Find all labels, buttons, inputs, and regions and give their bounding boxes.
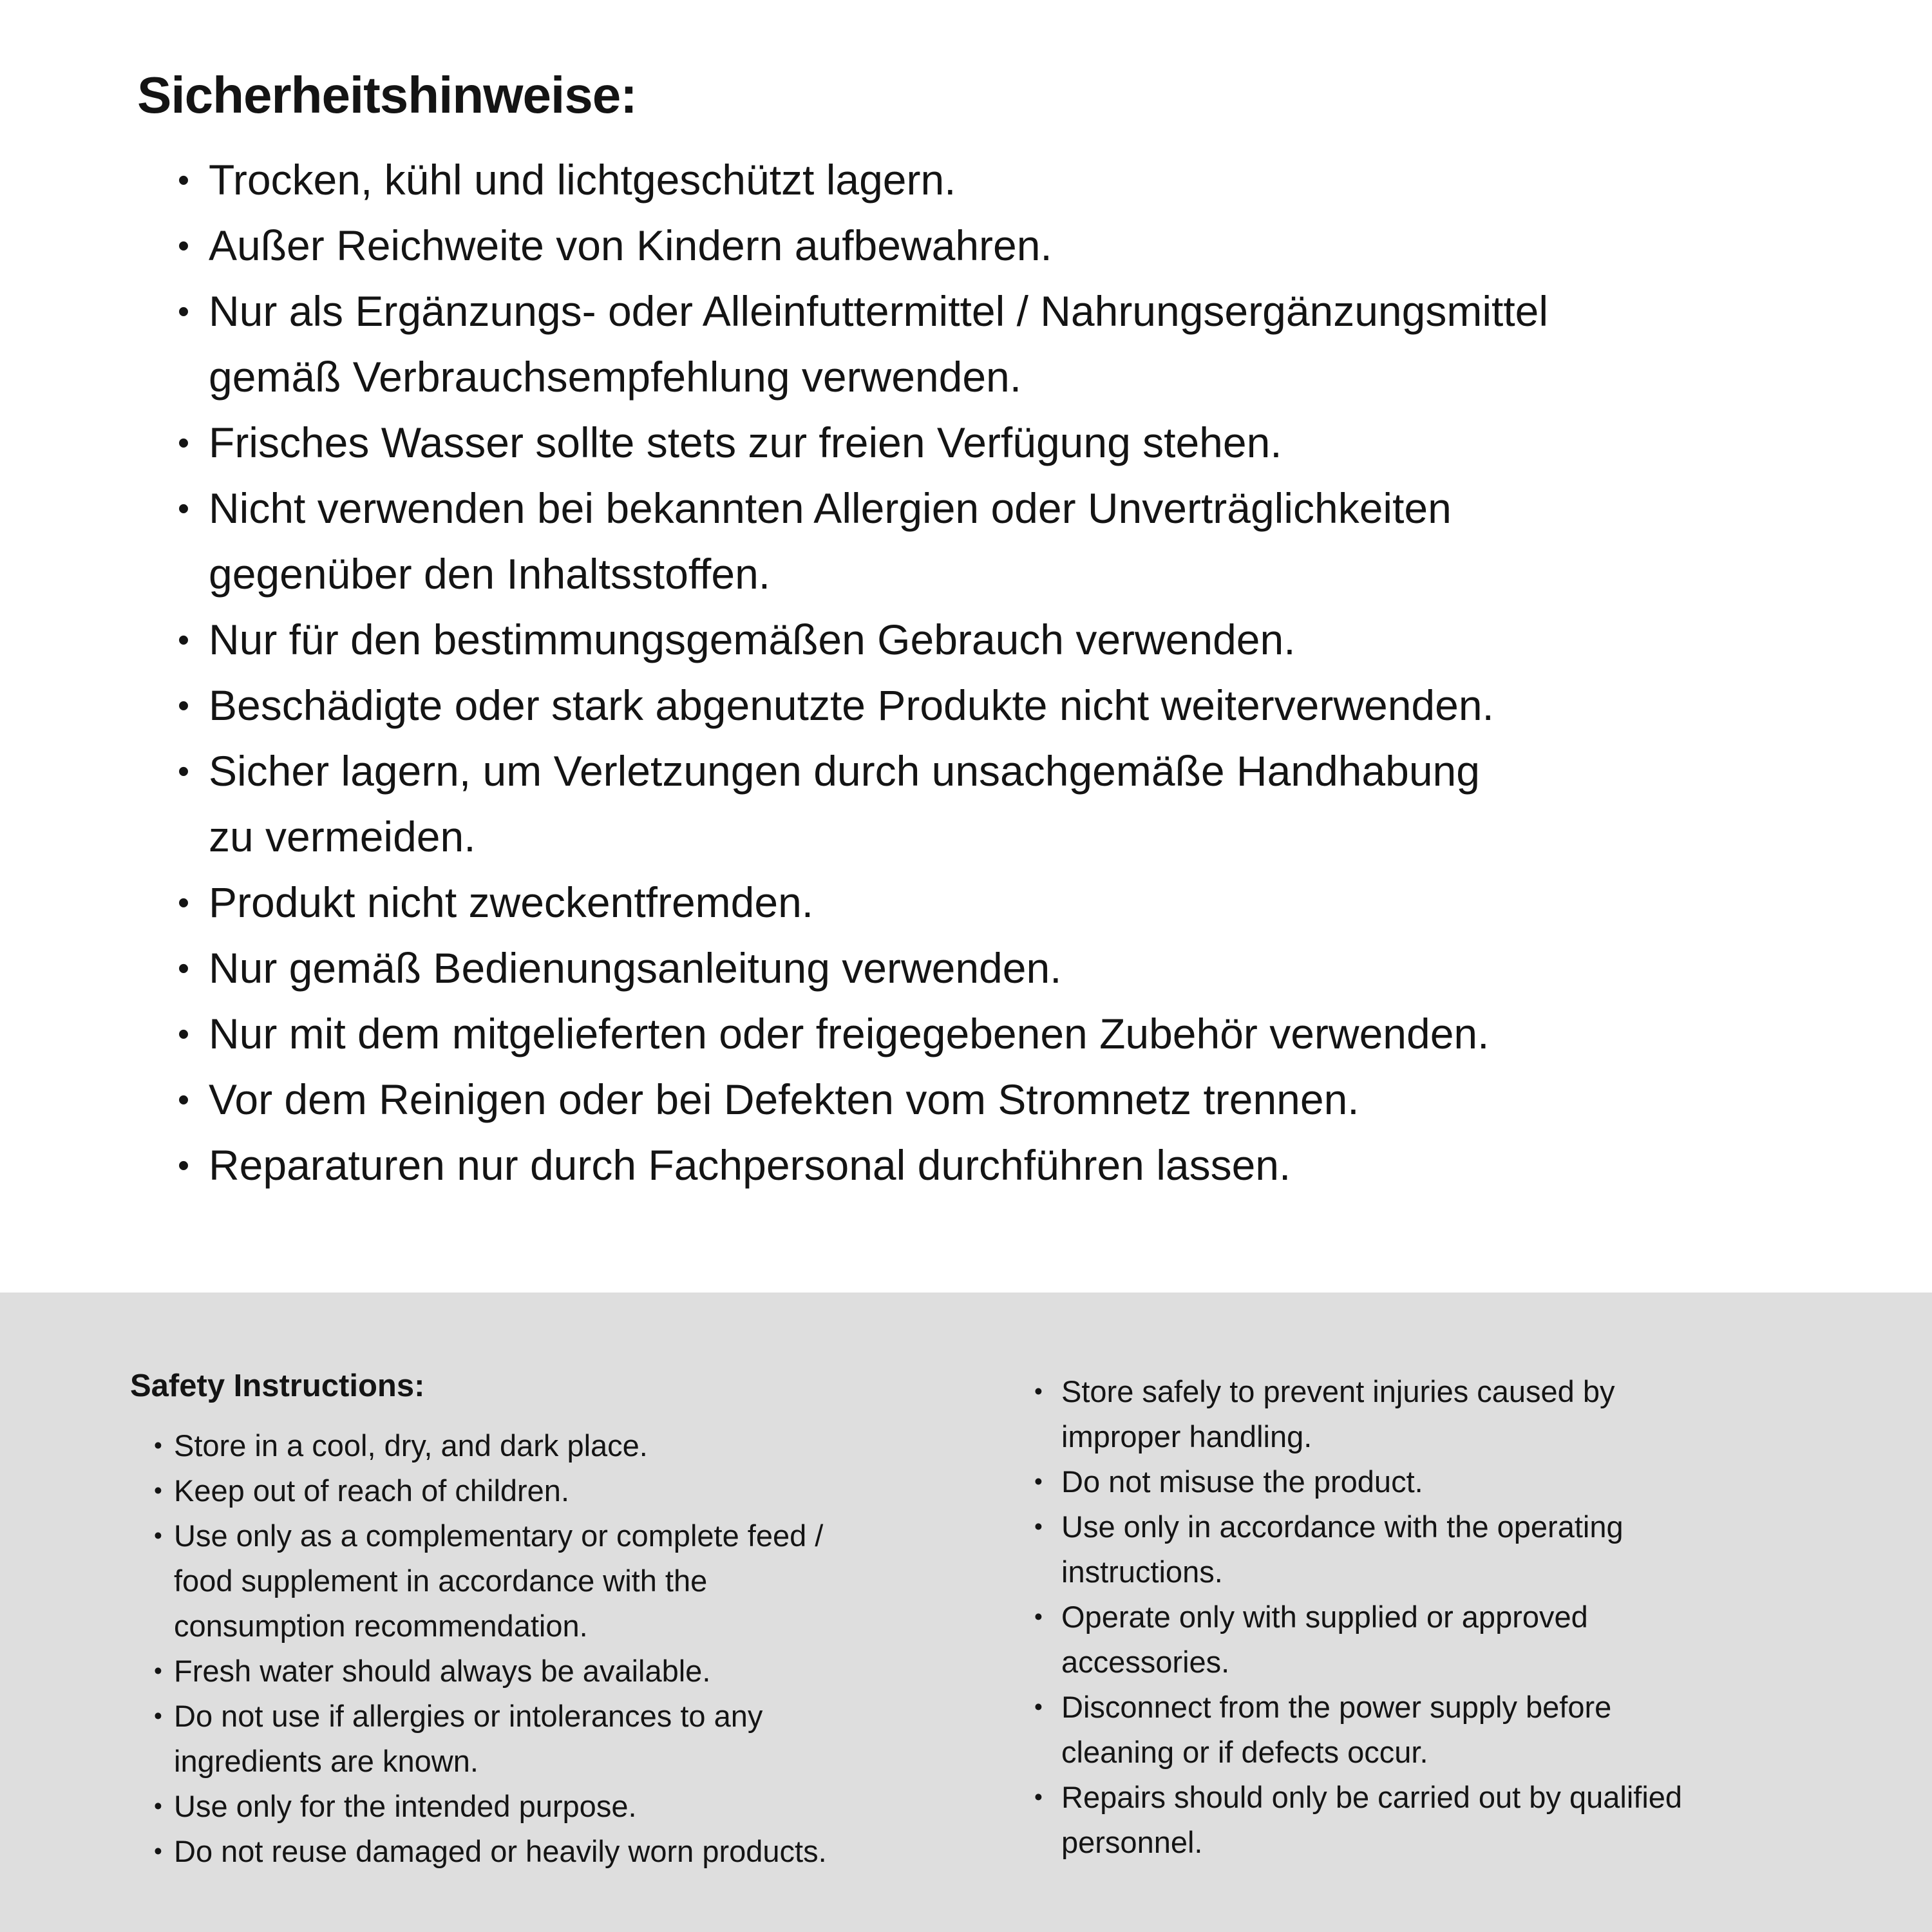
list-item-text: Operate only with supplied or approved	[1061, 1600, 1588, 1634]
list-item	[1034, 1459, 1891, 1504]
bullet-icon: •	[178, 227, 190, 264]
list-item	[1034, 1595, 1891, 1685]
list-item-text: Store safely to prevent injuries caused by	[1061, 1374, 1615, 1408]
bullet-icon: •	[1034, 1694, 1043, 1720]
list-item-text: Fresh water should always be available.	[174, 1654, 711, 1688]
list-item	[178, 672, 1844, 738]
list-item-text: instructions.	[1061, 1555, 1223, 1589]
list-item-text: Vor dem Reinigen oder bei Defekten vom Stromnetz trennen.	[209, 1075, 1359, 1123]
list-item	[178, 935, 1844, 1001]
list-item	[154, 1423, 1006, 1468]
list-item	[178, 869, 1844, 935]
list-item-text: food supplement in accordance with the	[174, 1564, 708, 1598]
bullet-icon: •	[154, 1432, 162, 1459]
english-safety-list-right	[1034, 1369, 1891, 1865]
bullet-icon: •	[154, 1658, 162, 1684]
list-item-text: Nur gemäß Bedienungsanleitung verwenden.	[209, 944, 1062, 992]
list-item-text: improper handling.	[1061, 1419, 1312, 1454]
list-item	[154, 1649, 1006, 1694]
bullet-icon: •	[154, 1703, 162, 1729]
bullet-icon: •	[178, 1015, 190, 1052]
list-item-text: Frisches Wasser sollte stets zur freien Verfügung stehen.	[209, 419, 1282, 466]
list-item	[178, 1132, 1844, 1198]
list-item-text: Use only as a complementary or complete feed /	[174, 1519, 824, 1553]
list-item	[1034, 1685, 1891, 1775]
list-item-text: Nur mit dem mitgelieferten oder freigegebenen Zubehör verwenden.	[209, 1010, 1490, 1057]
bullet-icon: •	[178, 1081, 190, 1118]
list-item	[1034, 1504, 1891, 1595]
list-item-text: Nicht verwenden bei bekannten Allergien oder Unverträglichkeiten	[209, 484, 1452, 532]
bullet-icon: •	[178, 489, 190, 527]
bullet-icon: •	[178, 161, 190, 198]
list-item-text: Do not misuse the product.	[1061, 1464, 1423, 1499]
list-item	[1034, 1775, 1891, 1865]
list-item	[154, 1829, 1006, 1874]
bullet-icon: •	[154, 1477, 162, 1504]
english-safety-section-left-column	[130, 1367, 1006, 1874]
list-item-text: Trocken, kühl und lichtgeschützt lagern.	[209, 156, 956, 204]
list-item-text: consumption recommendation.	[174, 1609, 588, 1643]
bullet-icon: •	[1034, 1378, 1043, 1405]
list-item	[154, 1694, 1006, 1784]
bullet-icon: •	[154, 1522, 162, 1549]
list-item	[178, 475, 1844, 607]
list-item-text: ingredients are known.	[174, 1744, 478, 1778]
list-item-text: Sicher lagern, um Verletzungen durch unsachgemäße Handhabung	[209, 747, 1480, 795]
list-item-text: Nur für den bestimmungsgemäßen Gebrauch verwenden.	[209, 616, 1296, 663]
list-item-text: Außer Reichweite von Kindern aufbewahren.	[209, 222, 1052, 269]
list-item-text: cleaning or if defects occur.	[1061, 1735, 1428, 1769]
bullet-icon: •	[178, 687, 190, 724]
german-section-title: Sicherheitshinweise:	[137, 66, 637, 124]
list-item-text: Reparaturen nur durch Fachpersonal durchführen lassen.	[209, 1141, 1291, 1189]
list-item-text: Do not reuse damaged or heavily worn products.	[174, 1834, 827, 1868]
list-item	[178, 213, 1844, 278]
bullet-icon: •	[154, 1838, 162, 1864]
list-item-text: personnel.	[1061, 1825, 1203, 1859]
list-item-text: Repairs should only be carried out by qualified	[1061, 1780, 1683, 1814]
bullet-icon: •	[178, 752, 190, 790]
list-item	[178, 278, 1844, 410]
german-safety-list	[178, 147, 1844, 1198]
list-item-text: Beschädigte oder stark abgenutzte Produkte nicht weiterverwenden.	[209, 681, 1494, 729]
list-item-text: gegenüber den Inhaltsstoffen.	[209, 550, 771, 598]
list-item-text: Nur als Ergänzungs- oder Alleinfuttermittel / Nahrungsergänzungsmittel	[209, 287, 1549, 335]
list-item	[154, 1784, 1006, 1829]
list-item-text: gemäß Verbrauchsempfehlung verwenden.	[209, 353, 1022, 401]
english-safety-list-left	[154, 1423, 1006, 1874]
list-item	[154, 1468, 1006, 1513]
list-item	[1034, 1369, 1891, 1459]
list-item-text: Produkt nicht zweckentfremden.	[209, 878, 814, 926]
list-item	[178, 1066, 1844, 1132]
list-item	[178, 607, 1844, 672]
bullet-icon: •	[1034, 1784, 1043, 1810]
bullet-icon: •	[1034, 1513, 1043, 1540]
german-safety-section	[137, 68, 1844, 1198]
list-item	[178, 410, 1844, 475]
list-item	[178, 147, 1844, 213]
bullet-icon: •	[178, 884, 190, 921]
bullet-icon: •	[178, 949, 190, 987]
bullet-icon: •	[178, 292, 190, 330]
list-item-text: Disconnect from the power supply before	[1061, 1690, 1612, 1724]
bullet-icon: •	[178, 424, 190, 461]
english-safety-section-right-column	[1034, 1369, 1891, 1865]
list-item-text: accessories.	[1061, 1645, 1230, 1679]
list-item	[178, 738, 1844, 869]
bullet-icon: •	[1034, 1604, 1043, 1630]
bullet-icon: •	[178, 1146, 190, 1184]
list-item-text: Store in a cool, dry, and dark place.	[174, 1428, 648, 1463]
list-item	[154, 1513, 1006, 1649]
bullet-icon: •	[178, 621, 190, 658]
list-item-text: Use only for the intended purpose.	[174, 1789, 637, 1823]
bullet-icon: •	[1034, 1468, 1043, 1495]
list-item-text: zu vermeiden.	[209, 813, 476, 860]
bullet-icon: •	[154, 1793, 162, 1819]
list-item-text: Use only in accordance with the operating	[1061, 1510, 1624, 1544]
list-item	[178, 1001, 1844, 1066]
list-item-text: Do not use if allergies or intolerances to any	[174, 1699, 763, 1733]
list-item-text: Keep out of reach of children.	[174, 1473, 570, 1508]
english-section-title: Safety Instructions:	[130, 1368, 425, 1403]
